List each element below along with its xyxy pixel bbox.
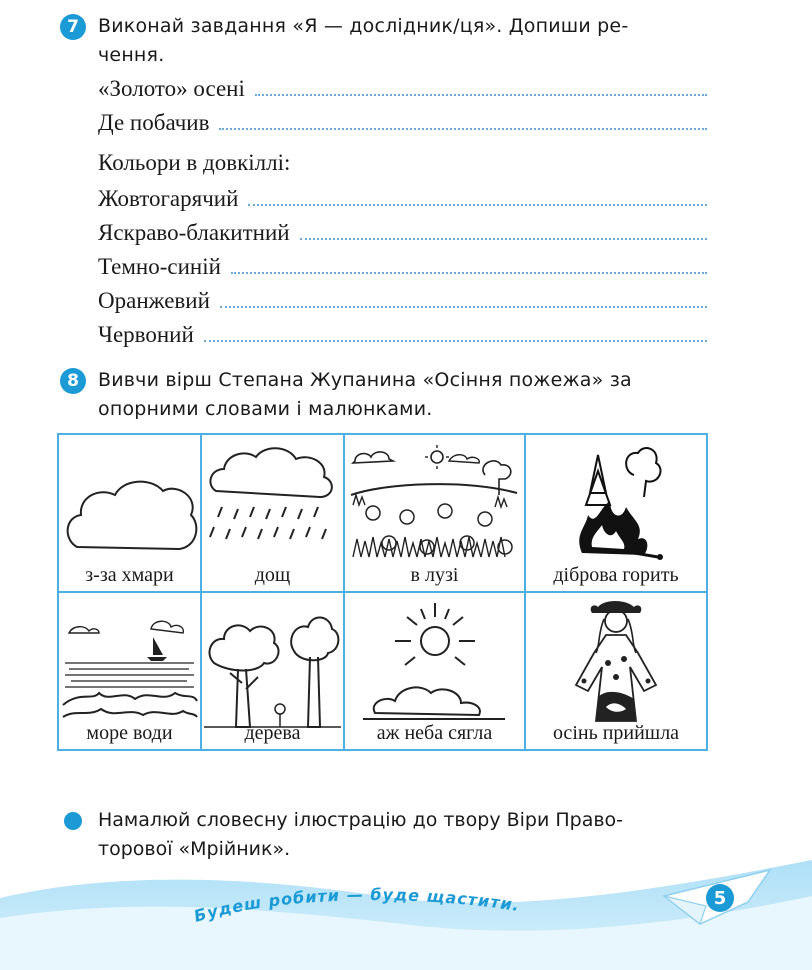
task-8-instruction: Вивчи вірш Степана Жупанина «Осіння пожежа» за опорними словами і малюнками. bbox=[98, 369, 632, 420]
grid-cell bbox=[202, 435, 343, 591]
grid-cell bbox=[526, 593, 706, 749]
answer-label: «Золото» осені bbox=[98, 76, 245, 101]
grid-cell bbox=[59, 435, 200, 591]
colors-heading: Кольори в довкіллі: bbox=[98, 150, 291, 175]
caption: аж неба сягла bbox=[376, 722, 493, 744]
caption: осінь прийшла bbox=[552, 722, 680, 744]
caption: дощ bbox=[254, 564, 291, 586]
answer-label: Яскраво-блакитний bbox=[98, 220, 290, 245]
grid-cell bbox=[202, 593, 343, 749]
answer-label: Оранжевий bbox=[98, 288, 210, 313]
dotted-answer-line[interactable] bbox=[219, 128, 707, 130]
grid-cell bbox=[59, 593, 200, 749]
bullet-instruction: Намалюй словесну ілюстрацію до твору Віри Право- торової «Мрійник». bbox=[98, 809, 624, 860]
answer-line-color[interactable] bbox=[98, 182, 707, 212]
answer-line-color[interactable] bbox=[98, 250, 707, 280]
dotted-answer-line[interactable] bbox=[300, 238, 707, 240]
answer-line-where[interactable] bbox=[98, 106, 707, 136]
answer-label: Червоний bbox=[98, 322, 194, 347]
task-7-number: 7 bbox=[60, 14, 86, 40]
task-7-header bbox=[60, 12, 628, 70]
dotted-answer-line[interactable] bbox=[204, 340, 707, 342]
task-8-number: 8 bbox=[60, 368, 86, 394]
answer-label: Темно-синій bbox=[98, 254, 221, 279]
grid-cell bbox=[345, 435, 524, 591]
dotted-answer-line[interactable] bbox=[231, 272, 707, 274]
grid-cell bbox=[526, 435, 706, 591]
task-7-instruction: Виконай завдання «Я — дослідник/ця». Допиши ре- чення. bbox=[98, 15, 629, 66]
footer-wave bbox=[0, 840, 812, 970]
caption: в лузі bbox=[410, 564, 459, 586]
caption: з-за хмари bbox=[85, 564, 174, 586]
dotted-answer-line[interactable] bbox=[255, 94, 707, 96]
answer-label: Де побачив bbox=[98, 110, 210, 135]
picture-word-grid bbox=[57, 433, 708, 751]
answer-line-gold[interactable] bbox=[98, 72, 707, 102]
answer-line-color[interactable] bbox=[98, 318, 707, 348]
task-8-header bbox=[60, 366, 632, 424]
caption: діброва горить bbox=[553, 564, 679, 586]
answer-label: Жовтогарячий bbox=[98, 186, 239, 211]
answer-line-color[interactable] bbox=[98, 284, 707, 314]
caption: дерева bbox=[244, 722, 301, 744]
dotted-answer-line[interactable] bbox=[220, 306, 707, 308]
page-number: 5 bbox=[706, 884, 734, 912]
caption: море води bbox=[86, 722, 173, 744]
dotted-answer-line[interactable] bbox=[248, 204, 707, 206]
grid-cell bbox=[345, 593, 524, 749]
answer-line-color[interactable] bbox=[98, 216, 707, 246]
bullet-dot-icon bbox=[64, 812, 82, 830]
footer-slogan: Будеш робити — буде щастити. bbox=[191, 885, 522, 926]
